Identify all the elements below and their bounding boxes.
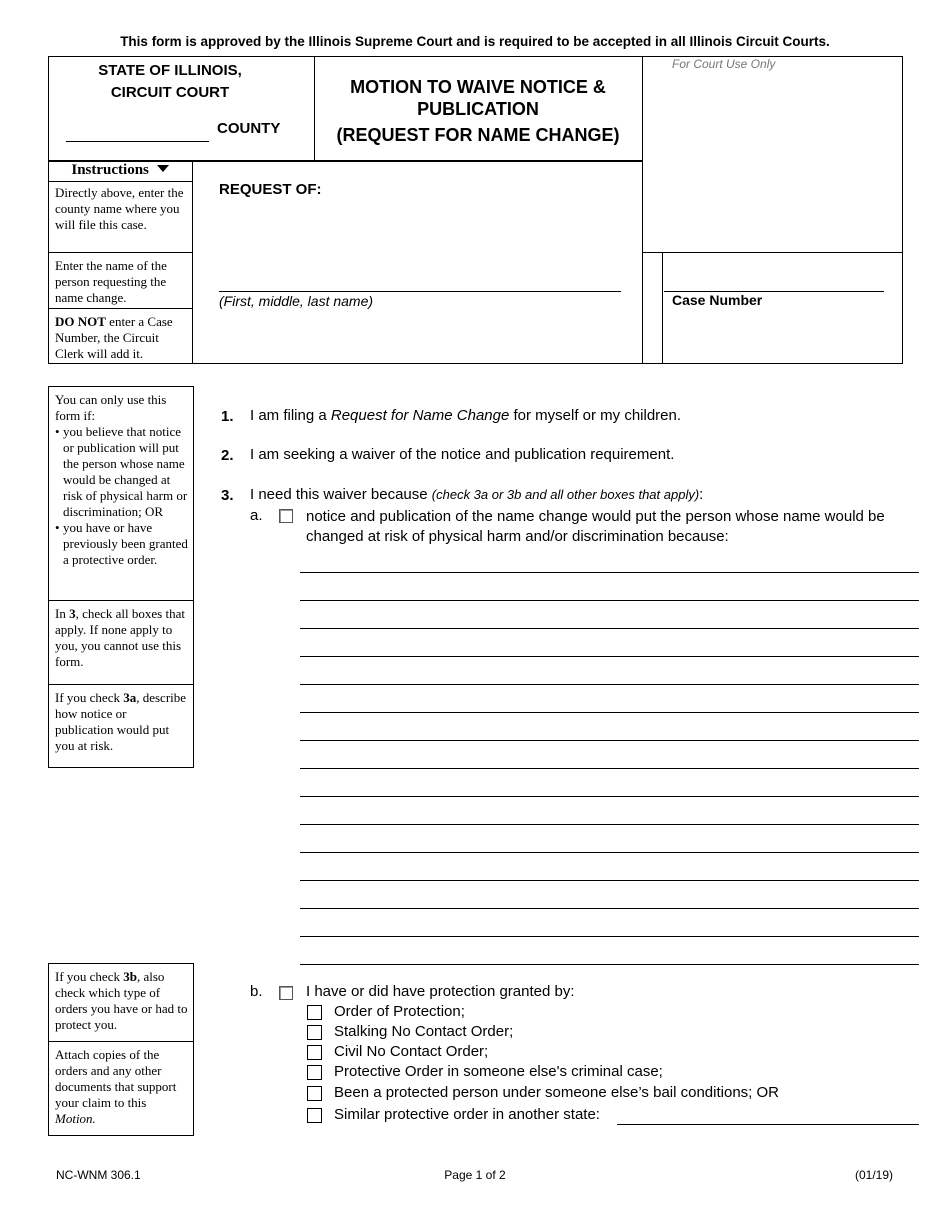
bail-conditions-label: Been a protected person under someone else’s bail conditions; OR bbox=[334, 1084, 779, 1101]
form-title bbox=[314, 76, 642, 146]
criminal-case-order-checkbox[interactable] bbox=[307, 1065, 322, 1080]
reason-line[interactable] bbox=[300, 768, 919, 769]
instruction-county: Directly above, enter the county name where you will file this case. bbox=[55, 185, 184, 232]
eligibility-bullet: • you have or have previously been granted a protective order. bbox=[55, 520, 188, 568]
item-3-text: I need this waiver because (check 3a or 3b and all other boxes that apply): bbox=[250, 486, 704, 503]
option-a-text: notice and publication of the name change would put the person whose name would be changed at risk of physical harm and/or discrimination because: bbox=[306, 508, 885, 545]
reason-line[interactable] bbox=[300, 600, 919, 601]
form-id: NC-WNM 306.1 bbox=[56, 1168, 141, 1182]
stalking-order-label: Stalking No Contact Order; bbox=[334, 1023, 514, 1040]
title-line-2: PUBLICATION bbox=[417, 99, 539, 119]
order-of-protection-label: Order of Protection; bbox=[334, 1003, 465, 1020]
reason-line[interactable] bbox=[300, 880, 919, 881]
other-state-order-checkbox[interactable] bbox=[307, 1108, 322, 1123]
approval-banner: This form is approved by the Illinois Supreme Court and is required to be accepted in all Illinois Circuit Courts. bbox=[120, 34, 830, 49]
page-number: Page 1 of 2 bbox=[444, 1168, 506, 1182]
option-b-checkbox[interactable] bbox=[279, 986, 293, 1000]
civil-order-label: Civil No Contact Order; bbox=[334, 1043, 489, 1060]
eligibility-text: You can only use this form if: • you believe that notice or publication will put the person whose name would be changed at risk of physical harm or discrimination; OR • you have or have previously been granted a protective order. bbox=[48, 389, 194, 568]
option-b-text: I have or did have protection granted by: bbox=[306, 983, 575, 1000]
3a-instruction: If you check 3a, describe how notice or publication would put you at risk. bbox=[55, 690, 187, 753]
reason-line[interactable] bbox=[300, 936, 919, 937]
name-input-line[interactable] bbox=[219, 291, 621, 292]
reason-line[interactable] bbox=[300, 824, 919, 825]
reason-line[interactable] bbox=[300, 712, 919, 713]
option-a-checkbox[interactable] bbox=[279, 509, 293, 523]
court-use-label: For Court Use Only bbox=[672, 57, 776, 71]
form-date: (01/19) bbox=[855, 1168, 894, 1182]
other-state-input-line[interactable] bbox=[617, 1124, 919, 1125]
order-of-protection-checkbox[interactable] bbox=[307, 1005, 322, 1020]
court-state: STATE OF ILLINOIS, bbox=[98, 62, 242, 79]
bail-conditions-checkbox[interactable] bbox=[307, 1086, 322, 1101]
option-b-label: b. bbox=[250, 983, 263, 1000]
county-input-line[interactable] bbox=[66, 141, 209, 142]
reason-line[interactable] bbox=[300, 852, 919, 853]
check-all-instruction: In 3, check all boxes that apply. If none apply to you, you cannot use this form. bbox=[55, 606, 185, 669]
case-number-label: Case Number bbox=[672, 292, 763, 308]
item-2-text: I am seeking a waiver of the notice and publication requirement. bbox=[250, 446, 675, 463]
instruction-name: Enter the name of the person requesting the name change. bbox=[55, 258, 167, 305]
item-1-text: I am filing a Request for Name Change for myself or my children. bbox=[250, 407, 682, 424]
request-of-label: REQUEST OF: bbox=[219, 181, 322, 198]
reason-line[interactable] bbox=[300, 796, 919, 797]
reason-line[interactable] bbox=[300, 656, 919, 657]
item-2-number: 2. bbox=[221, 447, 234, 464]
eligibility-bullet: • you believe that notice or publication will put the person whose name would be changed at risk of physical harm or discrimination; OR bbox=[55, 424, 188, 520]
stalking-order-checkbox[interactable] bbox=[307, 1025, 322, 1040]
instructions-header: Instructions bbox=[48, 162, 192, 179]
reason-line[interactable] bbox=[300, 684, 919, 685]
reason-line[interactable] bbox=[300, 964, 919, 965]
reason-line[interactable] bbox=[300, 908, 919, 909]
reason-line[interactable] bbox=[300, 628, 919, 629]
other-state-order-label: Similar protective order in another state: bbox=[334, 1106, 600, 1123]
civil-order-checkbox[interactable] bbox=[307, 1045, 322, 1060]
title-line-1: MOTION TO WAIVE NOTICE & bbox=[350, 77, 606, 97]
reason-line[interactable] bbox=[300, 740, 919, 741]
reason-line[interactable] bbox=[300, 572, 919, 573]
item-3-number: 3. bbox=[221, 487, 234, 504]
criminal-case-order-label: Protective Order in someone else's criminal case; bbox=[334, 1063, 663, 1080]
court-circuit: CIRCUIT COURT bbox=[110, 84, 230, 101]
option-a-label: a. bbox=[250, 507, 263, 524]
instruction-case-number: DO NOT enter a Case Number, the Circuit Clerk will add it. bbox=[55, 314, 173, 361]
county-label: COUNTY bbox=[217, 120, 281, 137]
triangle-down-icon bbox=[157, 165, 169, 172]
item-1-number: 1. bbox=[221, 408, 234, 425]
name-caption: (First, middle, last name) bbox=[219, 293, 374, 309]
3b-instruction: If you check 3b, also check which type of orders you have or had to protect you. bbox=[55, 969, 188, 1032]
attach-instruction: Attach copies of the orders and any other documents that support your claim to this Motion. bbox=[55, 1047, 177, 1126]
title-line-3: (REQUEST FOR NAME CHANGE) bbox=[336, 125, 620, 145]
